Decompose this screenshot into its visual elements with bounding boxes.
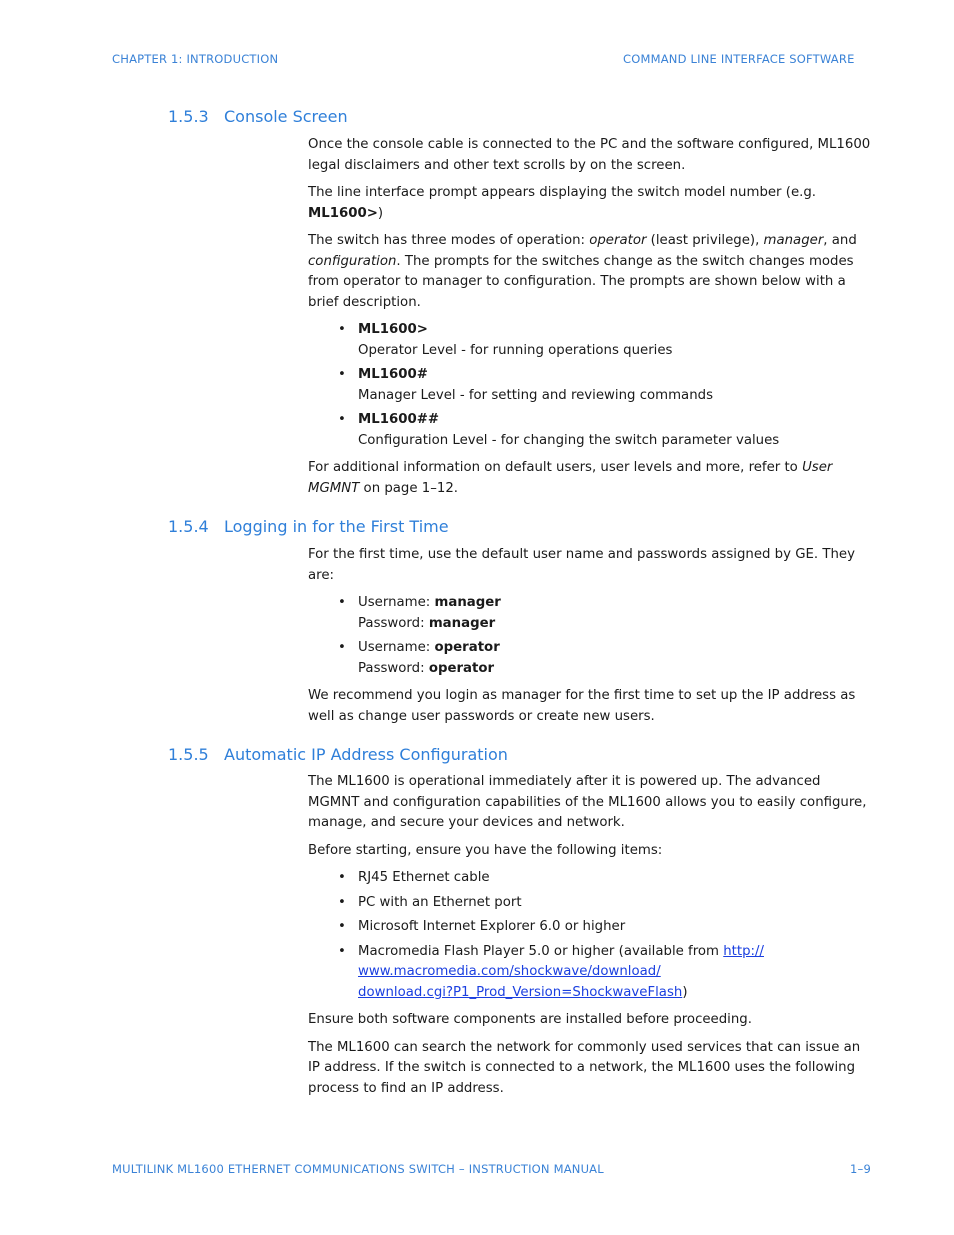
list-item: • Username: operator Password: operator <box>338 640 500 676</box>
section-heading-logging-in <box>168 517 449 536</box>
section-header: COMMAND LINE INTERFACE SOFTWARE <box>623 52 855 66</box>
footer-title: MULTILINK ML1600 ETHERNET COMMUNICATIONS SWITCH – INSTRUCTION MANUAL <box>112 1162 604 1176</box>
section-number: 1.5.5 <box>168 745 209 764</box>
paragraph: For additional information on default users, user levels and more, refer to User MGMNT on page 1–12. <box>308 460 833 496</box>
list-item: • ML1600## Configuration Level - for changing the switch parameter values <box>338 412 780 448</box>
macromedia-link[interactable]: http:// www.macromedia.com/shockwave/download/ download.cgi?P1_Prod_Version=ShockwaveFlash <box>358 943 764 1000</box>
paragraph: The ML1600 can search the network for commonly used services that can issue an IP address. If the switch is connected to a network, the ML1600 uses the following process to find an IP address. <box>308 1039 861 1096</box>
paragraph: Before starting, ensure you have the following items: <box>308 842 663 858</box>
section-body-console-screen <box>308 135 874 506</box>
section-heading-console-screen <box>168 107 348 126</box>
section-title-text: Automatic IP Address Configuration <box>224 745 508 764</box>
paragraph: We recommend you login as manager for the first time to set up the IP address as well as change user passwords or create new users. <box>308 688 856 724</box>
paragraph: The switch has three modes of operation: operator (least privilege), manager, and configuration. The prompts for the switches change as the switch changes modes from operator to manager to configuration. The prompts are shown below with a brief description. <box>308 233 857 310</box>
page-number: 1–9 <box>850 1162 871 1176</box>
list-item: • Macromedia Flash Player 5.0 or higher (available from http:// www.macromedia.com/shockwave/download/ download.cgi?P1_Prod_Version=ShockwaveFlash) <box>338 943 764 1000</box>
paragraph: The ML1600 is operational immediately after it is powered up. The advanced MGMNT and configuration capabilities of the ML1600 allows you to easily configure, manage, and secure your devices and network. <box>308 774 867 830</box>
prompt-list <box>308 320 874 451</box>
section-title-text: Logging in for the First Time <box>224 517 449 536</box>
list-item: • RJ45 Ethernet cable <box>338 870 490 885</box>
list-item: • Username: manager Password: manager <box>338 595 501 631</box>
paragraph: For the first time, use the default user name and passwords assigned by GE. They are: <box>308 547 855 583</box>
requirements-list <box>308 868 874 1003</box>
list-item: • Microsoft Internet Explorer 6.0 or higher <box>338 919 626 934</box>
list-item: • ML1600# Manager Level - for setting and reviewing commands <box>338 367 713 403</box>
list-item: • PC with an Ethernet port <box>338 894 522 910</box>
chapter-header: CHAPTER 1: INTRODUCTION <box>112 52 279 66</box>
section-title-text: Console Screen <box>224 107 348 126</box>
section-number: 1.5.4 <box>168 517 209 536</box>
paragraph: Ensure both software components are installed before proceeding. <box>308 1012 752 1027</box>
paragraph: The line interface prompt appears displaying the switch model number (e.g. ML1600>) <box>308 185 817 221</box>
section-body-automatic-ip <box>308 772 874 1106</box>
paragraph: Once the console cable is connected to the PC and the software configured, ML1600 legal disclaimers and other text scrolls by on the screen. <box>308 137 871 173</box>
section-heading-automatic-ip <box>168 745 508 764</box>
list-item: • ML1600> Operator Level - for running operations queries <box>338 322 673 358</box>
section-body-logging-in <box>308 545 874 734</box>
credentials-list <box>308 593 874 679</box>
section-number: 1.5.3 <box>168 107 209 126</box>
